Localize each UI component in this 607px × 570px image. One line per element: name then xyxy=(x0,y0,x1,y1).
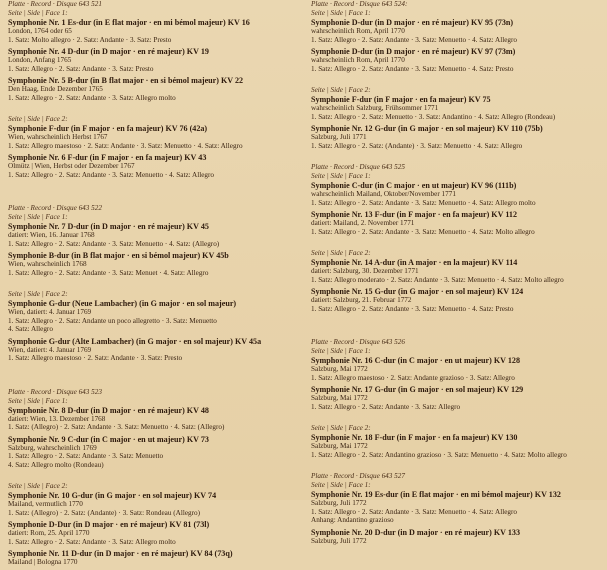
spacer xyxy=(311,76,603,86)
symphony-entry xyxy=(311,258,603,284)
symphony-title: Symphonie Nr. 12 G-dur (in G major · en sol majeur) KV 110 (75b) xyxy=(311,124,543,133)
symphony-detail: 1. Satz: (Allegro) · 2. Satz: (Andante) · 3. Satz: Rondeau (Allegro) xyxy=(8,508,201,517)
symphony-title: Symphonie D-dur (in D major · en ré majeur) KV 97 (73m) xyxy=(311,47,516,56)
symphony-entry xyxy=(311,385,603,411)
symphony-detail: 1. Satz: Allegro maestoso · 2. Satz: Andante · 3. Satz: Menuetto · 4. Satz: Allegro xyxy=(8,141,243,150)
side-label: Seite | Side | Face 2: xyxy=(311,86,371,94)
symphony-title: Symphonie Nr. 20 D-dur (in D major · en ré majeur) KV 133 xyxy=(311,527,521,537)
symphony-detail: 4. Satz: Allegro xyxy=(8,325,53,333)
symphony-detail: 1. Satz: Allegro · 2. Satz: Andante · 3. Satz: Menuetto · 4. Satz: Allegro molto xyxy=(311,198,536,207)
symphony-title: Symphonie Nr. 1 Es-dur (in E flat major · en mi bémol majeur) KV 16 xyxy=(8,18,250,27)
spacer xyxy=(8,280,300,290)
symphony-detail: 1. Satz: Allegro · 2. Satz: (Andante) · 3. Satz: Menuetto · 4. Satz: Allegro xyxy=(311,141,523,150)
symphony-title: Symphonie F-dur (in F major · en fa majeur) KV 76 (42a) xyxy=(8,124,208,133)
symphony-detail: 1. Satz: (Allegro) · 2. Satz: Andante · 3. Satz: Menuetto · 4. Satz: (Allegro) xyxy=(8,423,225,431)
symphony-detail: 1. Satz: Allegro · 2. Satz: Andante · 3. Satz: Menuetto · 4. Satz: Allegro xyxy=(8,170,214,179)
record-header: Platte · Record · Disque 643 527 xyxy=(311,472,405,480)
symphony-detail: Den Haag, Ende Dezember 1765 xyxy=(8,85,103,93)
spacer xyxy=(8,472,300,482)
symphony-detail: wahrscheinlich Rom, April 1770 xyxy=(311,56,405,64)
spacer xyxy=(311,239,603,249)
symphony-detail: wahrscheinlich Rom, April 1770 xyxy=(311,27,405,35)
side-label: Seite | Side | Face 1: xyxy=(311,172,371,180)
spacer xyxy=(8,182,300,204)
symphony-detail: wahrscheinlich Mailand, Oktober/November 1771 xyxy=(311,190,456,198)
symphony-detail: 1. Satz: Allegro · 2. Satz: Andante · 3. Satz: Menuetto · 4. Satz: Presto xyxy=(311,64,514,73)
symphony-detail: 1. Satz: Molto allegro · 2. Satz: Andante · 3. Satz: Presto xyxy=(8,35,172,44)
symphony-detail: Salzburg, Juli 1771 xyxy=(311,133,367,141)
symphony-detail: 1. Satz: Allegro · 2. Satz: Andante · 3. Satz: Menuetto · 4. Satz: Presto xyxy=(311,304,514,313)
record-header: Platte · Record · Disque 643 525 xyxy=(311,163,405,171)
symphony-detail: datiert: Rom, 25. April 1770 xyxy=(8,529,90,537)
side-label: Seite | Side | Face 2: xyxy=(8,290,68,298)
side-label: Seite | Side | Face 2: xyxy=(8,482,68,490)
symphony-title: Symphonie Nr. 7 D-dur (in D major · en ré majeur) KV 45 xyxy=(8,222,209,231)
symphony-title: Symphonie C-dur (in C major · en ut majeur) KV 96 (111b) xyxy=(311,181,517,190)
spacer xyxy=(8,366,300,388)
symphony-detail: 1. Satz: Allegro · 2. Satz: Andante · 3. Satz: Allegro molto xyxy=(8,93,176,102)
symphony-detail: Wien, datiert: 4. Januar 1769 xyxy=(8,345,92,354)
side-label: Seite | Side | Face 1: xyxy=(8,213,68,221)
symphony-detail: Salzburg, Juli 1772 xyxy=(311,536,367,545)
side-label: Seite | Side | Face 1: xyxy=(8,9,68,17)
symphony-title: Symphonie Nr. 17 G-dur (in G major · en sol majeur) KV 129 xyxy=(311,385,524,394)
side-label: Seite | Side | Face 1: xyxy=(311,347,371,355)
side-label: Seite | Side | Face 1: xyxy=(8,396,68,405)
symphony-detail: Mailand | Bologna 1770 xyxy=(8,558,78,566)
symphony-entry xyxy=(8,18,300,44)
symphony-detail: 1. Satz: Allegro · 2. Satz: Andante · 3. Satz: Allegro molto xyxy=(8,537,176,546)
symphony-entry xyxy=(311,490,603,525)
symphony-detail: 1. Satz: Allegro · 2. Satz: Andante · 3. Satz: Menuet · 4. Satz: Allegro xyxy=(8,268,209,277)
symphony-entry xyxy=(8,124,300,150)
side-label: Seite | Side | Face 2: xyxy=(311,249,371,257)
symphony-detail: Salzburg, wahrscheinlich 1769 xyxy=(8,443,97,452)
symphony-title: Symphonie Nr. 13 F-dur (in F major · en fa majeur) KV 112 xyxy=(311,210,518,219)
record-header: Platte · Record · Disque 643 522 xyxy=(8,204,102,212)
symphony-title: Symphonie Nr. 5 B-dur (in B flat major · en si bémol majeur) KV 22 xyxy=(8,76,244,85)
symphony-entry xyxy=(311,210,603,236)
symphony-detail: 1. Satz: Allegro moderato · 2. Satz: Andante · 3. Satz: Menuetto · 4. Satz: Molto allegro xyxy=(311,275,564,284)
symphony-title: Symphonie G-dur (Neue Lambacher) (in G major · en sol majeur) xyxy=(8,299,237,308)
record-header: Platte · Record · Disque 643 521 xyxy=(8,0,102,8)
symphony-detail: London, 1764 oder 65 xyxy=(8,27,72,35)
symphony-entry xyxy=(8,520,300,546)
symphony-title: Symphonie Nr. 4 D-dur (in D major · en ré majeur) KV 19 xyxy=(8,47,209,56)
symphony-entry xyxy=(8,491,300,517)
symphony-detail: Salzburg, Juli 1772 xyxy=(311,499,367,507)
symphony-detail: 1. Satz: Allegro · 2. Satz: Andante · 3. Satz: Allegro xyxy=(311,402,461,411)
symphony-title: Symphonie B-dur (in B flat major · en si bémol majeur) KV 45b xyxy=(8,251,229,260)
symphony-title: Symphonie D-dur (in D major · en ré majeur) KV 95 (73n) xyxy=(311,18,514,27)
symphony-detail: 1. Satz: Allegro · 2. Satz: Andante · 3. Satz: Presto xyxy=(8,64,154,73)
symphony-detail: 1. Satz: Allegro · 2. Satz: Andante · 3. Satz: Menuetto · 4. Satz: (Allegro) xyxy=(8,239,220,248)
symphony-entry xyxy=(311,95,603,121)
symphony-entry xyxy=(8,549,300,567)
symphony-detail: datiert: Mailand, 2. November 1771 xyxy=(311,219,415,227)
symphony-entry xyxy=(8,153,300,179)
symphony-entry xyxy=(8,406,300,432)
symphony-title: Symphonie Nr. 10 G-dur (in G major · en sol majeur) KV 74 xyxy=(8,491,217,500)
symphony-entry xyxy=(8,299,300,334)
symphony-detail: Salzburg, Mai 1772 xyxy=(311,394,368,402)
symphony-detail: Salzburg, Mai 1772 xyxy=(311,365,368,373)
record-header: Platte · Record · Disque 643 523 xyxy=(8,387,102,396)
symphony-detail: 1. Satz: Allegro · 2. Satz: Andante · 3. Satz: Menuetto · 4. Satz: Allegro xyxy=(311,507,517,516)
symphony-title: Symphonie F-dur (in F major · en fa majeur) KV 75 xyxy=(311,95,491,104)
symphony-title: Symphonie Nr. 15 G-dur (in G major · en sol majeur) KV 124 xyxy=(311,287,524,296)
symphony-detail: 1. Satz: Allegro maestoso · 2. Satz: Andante grazioso · 3. Satz: Allegro xyxy=(311,373,515,382)
symphony-entry xyxy=(311,287,603,313)
symphony-detail: datiert: Salzburg, 30. Dezember 1771 xyxy=(311,267,419,275)
symphony-detail: Anhang: Andantino grazioso xyxy=(311,516,394,524)
left-column xyxy=(8,0,300,570)
symphony-detail: 4. Satz: Allegro molto (Rondeau) xyxy=(8,460,104,469)
symphony-detail: 1. Satz: Allegro · 2. Satz: Menuetto · 3. Satz: Andantino · 4. Satz: Allegro (Rondeau) xyxy=(311,112,556,121)
symphony-title: Symphonie Nr. 19 Es-dur (in E flat major · en mi bémol majeur) KV 132 xyxy=(311,490,561,499)
spacer xyxy=(311,153,603,163)
spacer xyxy=(311,462,603,472)
symphony-entry xyxy=(8,435,300,470)
symphony-detail: datiert: Wien, 13. Dezember 1768 xyxy=(8,414,106,423)
symphony-title: Symphonie Nr. 18 F-dur (in F major · en fa majeur) KV 130 xyxy=(311,433,518,442)
spacer xyxy=(311,414,603,424)
symphony-entry xyxy=(311,356,603,382)
symphony-detail: Olmütz | Wien, Herbst oder Dezember 1767 xyxy=(8,162,135,170)
symphony-detail: Wien, datiert: 4. Januar 1769 xyxy=(8,308,92,316)
symphony-title: Symphonie G-dur (Alte Lambacher) (in G major · en sol majeur) KV 45a xyxy=(8,336,262,346)
symphony-detail: Wien, wahrscheinlich Herbst 1767 xyxy=(8,133,108,141)
symphony-entry xyxy=(311,181,603,207)
symphony-entry xyxy=(8,222,300,248)
symphony-title: Symphonie D-Dur (in D major · en ré majeur) KV 81 (73l) xyxy=(8,520,210,529)
symphony-entry xyxy=(311,47,603,73)
symphony-detail: London, Anfang 1765 xyxy=(8,56,72,64)
record-header: Platte · Record · Disque 643 524: xyxy=(311,0,408,8)
symphony-detail: datiert: Salzburg, 21. Februar 1772 xyxy=(311,296,412,304)
spacer xyxy=(8,105,300,115)
symphony-detail: 1. Satz: Allegro · 2. Satz: Andante · 3. Satz: Menuetto · 4. Satz: Allegro xyxy=(311,35,517,44)
side-label: Seite | Side | Face 1: xyxy=(311,9,371,17)
spacer xyxy=(311,316,603,338)
symphony-entry xyxy=(8,251,300,277)
symphony-title: Symphonie Nr. 14 A-dur (in A major · en la majeur) KV 114 xyxy=(311,258,518,267)
symphony-title: Symphonie Nr. 6 F-dur (in F major · en fa majeur) KV 43 xyxy=(8,153,207,162)
record-header: Platte · Record · Disque 643 526 xyxy=(311,338,405,346)
side-label: Seite | Side | Face 1: xyxy=(311,481,371,489)
symphony-detail: datiert: Wien, 16. Januar 1768 xyxy=(8,231,95,239)
symphony-entry xyxy=(311,433,603,459)
symphony-entry xyxy=(8,76,300,102)
symphony-entry xyxy=(8,337,300,363)
symphony-title: Symphonie Nr. 16 C-dur (in C major · en ut majeur) KV 128 xyxy=(311,356,521,365)
symphony-entry xyxy=(311,124,603,150)
symphony-title: Symphonie Nr. 9 C-dur (in C major · en ut majeur) KV 73 xyxy=(8,434,209,444)
symphony-detail: 1. Satz: Allegro · 2. Satz: Andante un poco allegretto · 3. Satz: Menuetto xyxy=(8,316,217,325)
symphony-detail: Salzburg, Mai 1772 xyxy=(311,442,368,450)
symphony-entry xyxy=(311,18,603,44)
symphony-entry xyxy=(311,528,603,546)
symphony-detail: Wien, wahrscheinlich 1768 xyxy=(8,260,87,268)
side-label: Seite | Side | Face 2: xyxy=(8,115,68,123)
symphony-entry xyxy=(8,47,300,73)
symphony-detail: 1. Satz: Allegro · 2. Satz: Andante · 3. Satz: Menuetto xyxy=(8,452,164,460)
symphony-detail: Mailand, vermutlich 1770 xyxy=(8,500,83,508)
symphony-detail: 1. Satz: Allegro maestoso · 2. Satz: Andante · 3. Satz: Presto xyxy=(8,354,183,362)
symphony-detail: wahrscheinlich Salzburg, Frühsommer 1771 xyxy=(311,104,439,112)
symphony-detail: 1. Satz: Allegro · 2. Satz: Andante · 3. Satz: Menuetto · 4. Satz: Molto allegro xyxy=(311,227,535,236)
right-column xyxy=(311,0,603,548)
symphony-detail: 1. Satz: Allegro · 2. Satz: Andantino grazioso · 3. Satz: Menuetto · 4. Satz: Molto allegro xyxy=(311,450,567,459)
symphony-title: Symphonie Nr. 11 D-dur (in D major · en ré majeur) KV 84 (73q) xyxy=(8,549,233,558)
side-label: Seite | Side | Face 2: xyxy=(311,424,371,432)
symphony-title: Symphonie Nr. 8 D-dur (in D major · en ré majeur) KV 48 xyxy=(8,405,209,415)
